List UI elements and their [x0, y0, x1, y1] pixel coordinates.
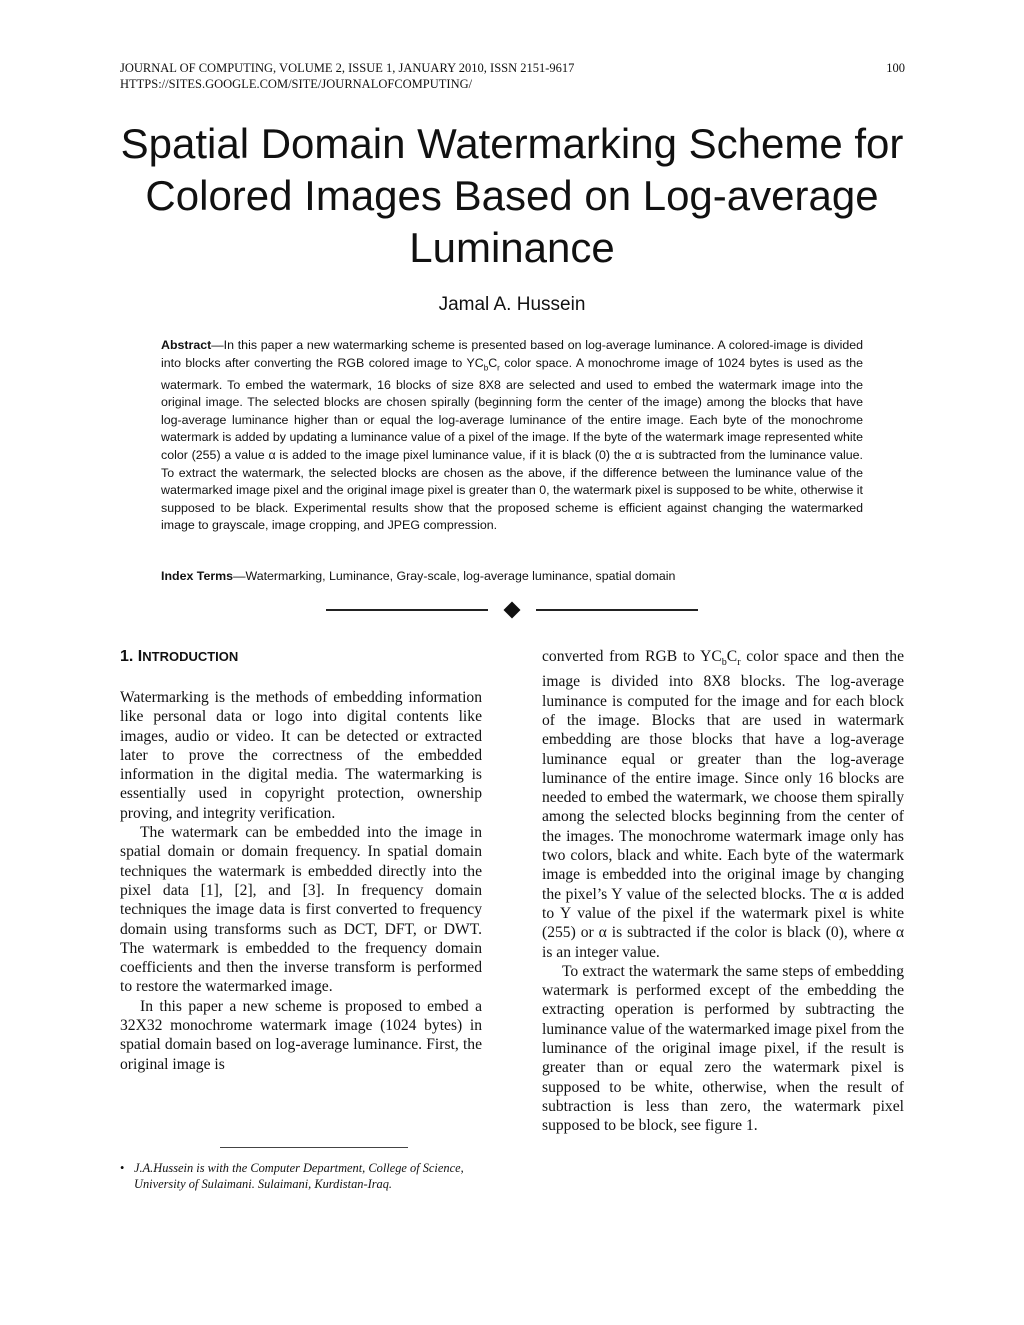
- paragraph: Watermarking is the methods of embedding information like personal data or logo into digital contents like images, audio or video. It can be detected or extracted later to prove the correctness of the embedded information in the digital media. The watermarking is essentially used in copyright protection, ownership proving, and integrity verification.: [120, 689, 482, 822]
- abstract-sub-b: b: [483, 363, 489, 373]
- paragraph: To extract the watermark the same steps of embedding watermark is performed except of the embedding the extracting operation is performed by subtracting the luminance value of the watermarked image pixel from the luminance of the original image pixel, if the result is greater than or equal zero the watermark pixel is supposed to be white, otherwise, when the result of subtraction is less than zero, the watermark pixel supposed to be block, see figure 1.: [542, 962, 904, 1135]
- abstract-dash: —: [211, 338, 224, 352]
- section-number: 1.: [120, 648, 138, 665]
- right-column: [542, 647, 904, 1136]
- divider-line-left: [326, 609, 488, 611]
- section-divider: [0, 598, 1024, 619]
- paragraph: The watermark can be embedded into the image in spatial domain or domain frequency. In spatial domain techniques the watermark is embedded directly into the pixel data [1], [2], and [3]. In frequency domain techniques the image data is first converted to frequency domain using transforms such as DCT, DFT, or DWT. The watermark is embedded to the frequency domain coefficients and then the inverse transform is performed to restore the watermarked image.: [120, 824, 482, 996]
- divider-line-right: [536, 609, 698, 611]
- paragraph-text: converted from RGB to YC: [542, 648, 722, 665]
- abstract-sub-r: r: [497, 363, 500, 373]
- paragraph-text: color space and then the image is divided into 8X8 blocks. The log-average luminance is computed for the image and for each block of the image. Blocks that are used in watermark embedding are those blocks that have a log-average luminance equal or greater than the log-average luminance of the entire image. Since only 16 blocks are needed to embed the watermark, we choose them spirally among the selected blocks beginning from the center of the images. The monochrome watermark image only has two colors, black and white. Each byte of the watermark image is embedded into the original image by changing the pixel’s Y value of the selected blocks. The α is added to Y value of the pixel if the watermark pixel is white (255) or α is subtracted if the color is black (0), where α is an integer value.: [542, 648, 904, 961]
- journal-url: HTTPS://SITES.GOOGLE.COM/SITE/JOURNALOFCOMPUTING/: [120, 77, 473, 91]
- subscript-b: b: [721, 657, 727, 669]
- page-number: 100: [886, 61, 905, 75]
- abstract: [161, 337, 863, 535]
- footnote-rule: [220, 1147, 408, 1148]
- abstract-text-3: color space. A monochrome image of 1024 bytes is used as the watermark. To embed the watermark, 16 blocks of size 8X8 are selected and used to embed the watermark image into the original image. The selected blocks are chosen spirally (beginning form the center of the image) among the blocks that have log-average luminance higher than or equal the log-average luminance of the entire image. Each byte of the monochrome watermark is added by updating a luminance value of a pixel of the image. If the byte of the watermark image represented white color (255) a value α is added to the image pixel luminance value, if it is black (0) the α is subtracted from the luminance value. To extract the watermark, the selected blocks are chosen as the above, if the difference between the luminance value of the watermarked image pixel and the original image pixel is greater than 0, the watermark pixel is supposed to be white, otherwise it supposed to be black. Experimental results show that the proposed scheme is efficient against changing the watermarked image to grayscale, image cropping, and JPEG compression.: [161, 355, 863, 533]
- abstract-label: Abstract: [161, 338, 212, 352]
- paragraph: [542, 647, 904, 962]
- paragraph: In this paper a new scheme is proposed to embed a 32X32 monochrome watermark image (1024 bytes) in spatial domain based on log-average luminance. First, the original image is: [120, 997, 482, 1073]
- index-terms-label: Index Terms: [161, 569, 234, 583]
- diamond-icon: [504, 601, 521, 618]
- section-initial: I: [137, 648, 143, 665]
- abstract-text-2: C: [488, 355, 498, 370]
- index-terms-text: Watermarking, Luminance, Gray-scale, log-average luminance, spatial domain: [245, 569, 676, 583]
- index-terms: [161, 567, 863, 585]
- subscript-r: r: [737, 657, 741, 669]
- section-heading: [120, 648, 238, 666]
- index-terms-dash: —: [233, 569, 246, 583]
- footnote-text: J.A.Hussein is with the Computer Department, College of Science, University of Sulaimani. Sulaimani, Kurdistan-Iraq.: [134, 1161, 464, 1191]
- abstract-text-1: In this paper a new watermarking scheme is presented based on log-average luminance. A colored-image is divided into blocks after converting the RGB colored image to YC: [161, 338, 863, 370]
- paper-title: Spatial Domain Watermarking Scheme for Colored Images Based on Log-average Luminance: [120, 120, 904, 271]
- author-name: Jamal A. Hussein: [438, 294, 586, 315]
- section-title-rest: NTRODUCTION: [142, 649, 239, 664]
- footnote-bullet: •: [120, 1161, 125, 1175]
- journal-info: JOURNAL OF COMPUTING, VOLUME 2, ISSUE 1, JANUARY 2010, ISSN 2151-9617: [120, 61, 575, 75]
- left-column: [120, 688, 482, 1074]
- paragraph-text: C: [726, 648, 738, 665]
